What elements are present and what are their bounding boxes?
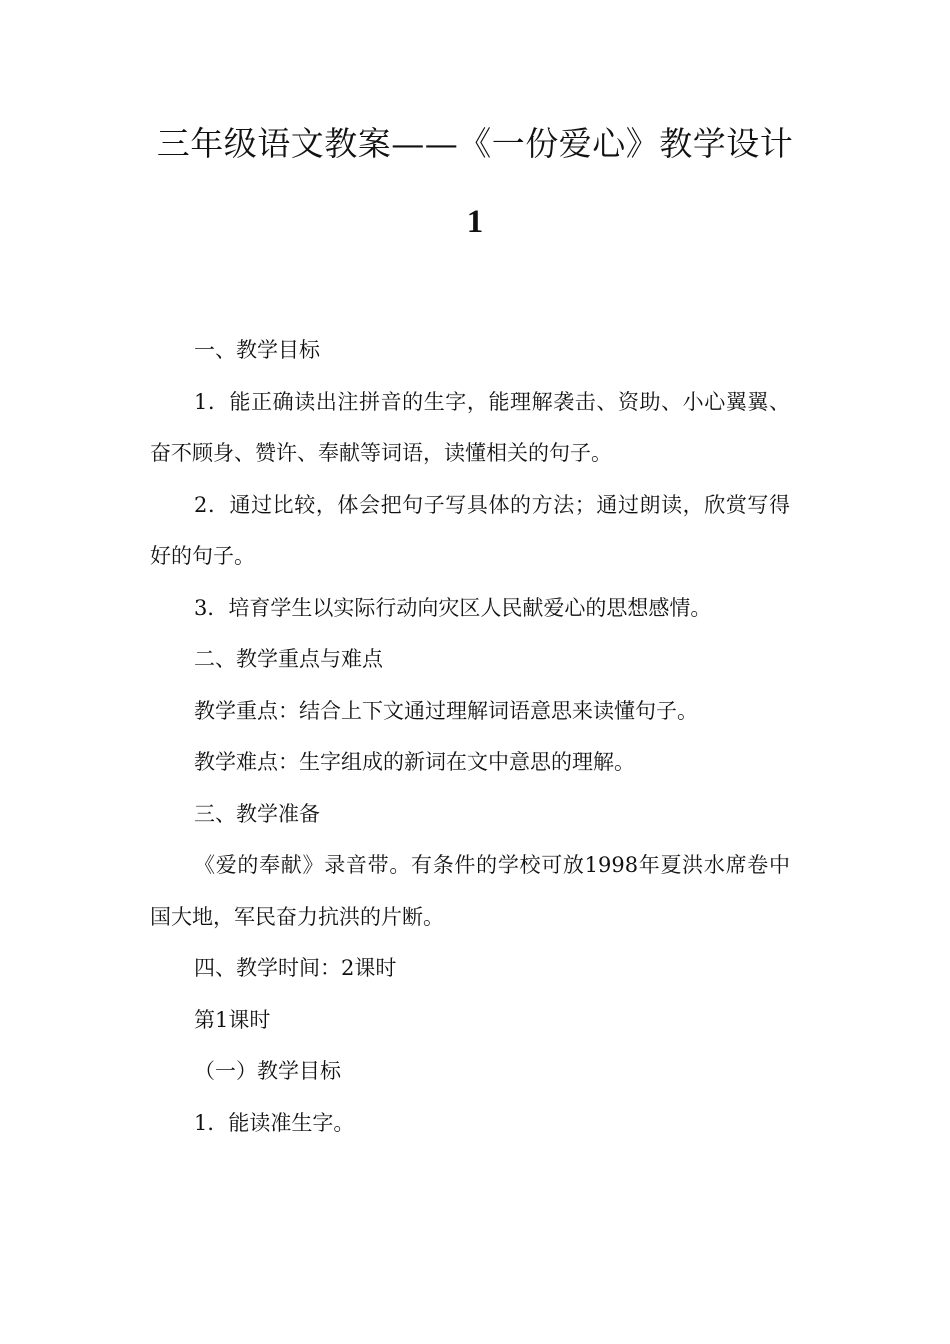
lesson-objective-item-1: 1．能读准生字。 — [194, 1110, 355, 1135]
preparation-paragraph: 《爱的奉献》录音带。有条件的学校可放1998年夏洪水席卷中国大地，军民奋力抗洪的片断。 — [150, 853, 790, 929]
section-heading-time: 四、教学时间：2课时 — [194, 956, 397, 980]
document-title-number: 1 — [466, 204, 484, 240]
document-title: 三年级语文教案——《一份爱心》教学设计 — [156, 124, 794, 163]
section-heading-key-points: 二、教学重点与难点 — [194, 647, 383, 671]
objective-item-3: 3．培育学生以实际行动向灾区人民献爱心的思想感情。 — [194, 595, 712, 620]
document-body — [150, 325, 790, 1149]
objective-item-2: 2．通过比较，体会把句子写具体的方法；通过朗读，欣赏写得好的句子。 — [150, 492, 790, 568]
section-heading-preparation: 三、教学准备 — [194, 801, 320, 826]
difficulty-paragraph: 教学难点：生字组成的新词在文中意思的理解。 — [194, 750, 635, 774]
lesson-heading: 第1课时 — [194, 1007, 271, 1032]
section-heading-objectives: 一、教学目标 — [194, 338, 320, 362]
subsection-heading-objectives: （一）教学目标 — [194, 1059, 341, 1083]
objective-item-1: 1．能正确读出注拼音的生字，能理解袭击、资助、小心翼翼、奋不顾身、赞许、奉献等词语，读懂相关的句子。 — [150, 389, 790, 465]
key-point-paragraph: 教学重点：结合上下文通过理解词语意思来读懂句子。 — [194, 698, 698, 723]
